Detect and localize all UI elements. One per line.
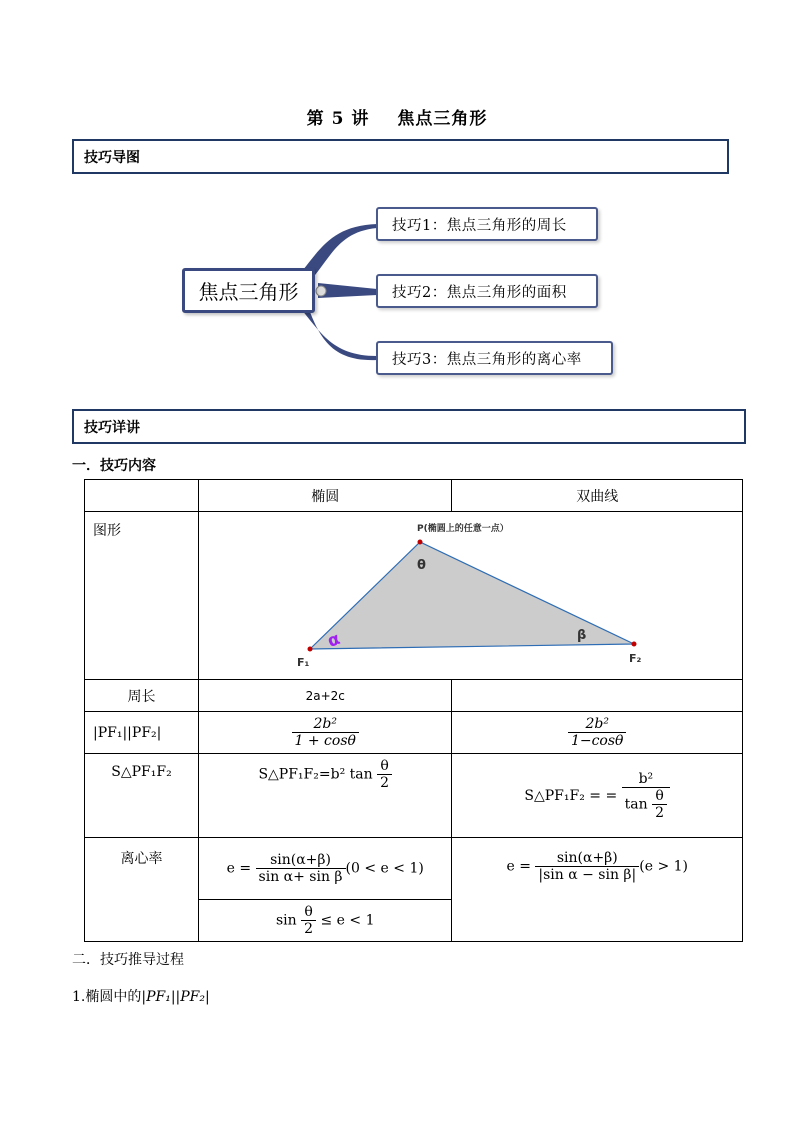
table-row-eccentricity-1: [85, 838, 743, 900]
mindmap-node-2: [376, 274, 598, 308]
section-header-details: [72, 409, 746, 444]
area-rhs: =b² tan: [318, 766, 373, 783]
fraction-denominator: 2: [652, 804, 667, 821]
fraction-numerator: sin(α+β): [270, 852, 331, 868]
mindmap-node-1: [376, 207, 598, 241]
subsection-heading-content: 一．技巧内容: [72, 458, 156, 474]
half-theta-fraction: [652, 788, 667, 821]
subsection-heading-derivation: 二．技巧推导过程: [72, 952, 184, 968]
half-theta-fraction: [301, 904, 316, 937]
ecc-bound-condition: ≤ e < 1: [320, 912, 375, 929]
fraction-numerator: b²: [638, 770, 654, 787]
area-lhs: S△PF₁F₂: [258, 766, 319, 783]
item-formula: |PF₁||PF₂|: [141, 989, 210, 1005]
point-p: [418, 540, 423, 545]
ecc-condition: (0 < e < 1): [345, 860, 424, 877]
area-lhs: S△PF₁F₂: [524, 787, 585, 804]
fraction-denominator: 2: [377, 774, 392, 791]
section-label: 技巧详讲: [84, 419, 140, 436]
figure-cell: [199, 512, 743, 680]
label-alpha: α: [325, 628, 343, 652]
fraction-numerator: θ: [304, 904, 313, 920]
table-row-figure: [85, 512, 743, 680]
label-p: P(椭圆上的任意一点）: [417, 524, 509, 534]
fraction-numerator: θ: [380, 758, 389, 774]
fraction-denominator: 2: [301, 920, 316, 937]
ellipse-area: [199, 754, 452, 838]
ellipse-product: [199, 712, 452, 754]
section-label: 技巧导图: [84, 149, 140, 166]
hyperbola-product-fraction: [568, 716, 627, 749]
ecc-lhs: e =: [226, 860, 252, 877]
area-equals: = =: [589, 787, 618, 804]
row-label-area: S△PF₁F₂: [85, 754, 199, 838]
ellipse-eccentricity: [199, 838, 452, 900]
ecc-condition: (e > 1): [639, 858, 688, 875]
mindmap-node-label: 技巧2：焦点三角形的面积: [392, 284, 567, 301]
hyperbola-perimeter: [452, 680, 743, 712]
fraction-numerator: θ: [655, 787, 664, 804]
table-header-ellipse: 椭圆: [199, 480, 452, 512]
table-row-product: [85, 712, 743, 754]
fraction-numerator: sin(α+β): [556, 850, 618, 866]
lecture-topic: 焦点三角形: [397, 109, 488, 129]
ellipse-perimeter: 2a+2c: [199, 680, 452, 712]
ecc-lhs: e =: [506, 858, 531, 875]
sin-label: sin: [275, 912, 297, 929]
fraction-denominator: 1−cosθ: [568, 732, 627, 749]
mindmap-central-node: [182, 268, 315, 313]
fraction-denominator: 1 + cosθ: [292, 732, 359, 749]
area-fraction: [377, 758, 392, 791]
focal-triangle-table: [84, 479, 743, 942]
fraction-denominator: sin α+ sin β: [256, 868, 346, 885]
point-f2: [632, 642, 637, 647]
fraction-numerator: 2b²: [313, 716, 337, 732]
row-label-perimeter: 周长: [85, 680, 199, 712]
label-beta: β: [577, 628, 587, 643]
table-header-row: [85, 480, 743, 512]
hyperbola-area: [452, 754, 743, 838]
mindmap-node-label: 技巧3：焦点三角形的离心率: [392, 351, 582, 368]
ecc-fraction: [535, 850, 639, 883]
mindmap-central-label: 焦点三角形: [198, 280, 299, 304]
table-header-hyperbola: 双曲线: [452, 480, 743, 512]
label-f1: F₁: [297, 656, 310, 669]
hyperbola-eccentricity: [452, 838, 743, 942]
tan-label: tan: [624, 796, 648, 812]
table-row-perimeter: [85, 680, 743, 712]
point-f1: [308, 647, 313, 652]
label-theta: θ: [417, 558, 426, 573]
fraction-denominator: |sin α − sin β|: [535, 866, 639, 883]
ellipse-eccentricity-bound: [199, 900, 452, 942]
ecc-fraction: [256, 852, 346, 885]
table-header-blank: [85, 480, 199, 512]
fraction-denominator: [622, 787, 670, 821]
mindmap-node-label: 技巧1：焦点三角形的周长: [392, 217, 567, 234]
item-text: 1.椭圆中的: [72, 989, 142, 1005]
row-label-eccentricity: 离心率: [85, 838, 199, 942]
hyperbola-product: [452, 712, 743, 754]
mindmap-node-3: [376, 341, 613, 375]
label-f2: F₂: [629, 652, 642, 665]
row-label-product: |PF₁||PF₂|: [85, 712, 199, 754]
fraction-numerator: 2b²: [585, 716, 609, 732]
focal-triangle-figure: [199, 512, 742, 679]
derivation-item-1: [72, 986, 210, 1006]
lecture-number: 第 5 讲: [306, 109, 370, 129]
area-fraction: [622, 771, 670, 821]
row-label-figure: 图形: [85, 512, 199, 680]
ellipse-product-fraction: [292, 716, 359, 749]
table-row-area: [85, 754, 743, 838]
